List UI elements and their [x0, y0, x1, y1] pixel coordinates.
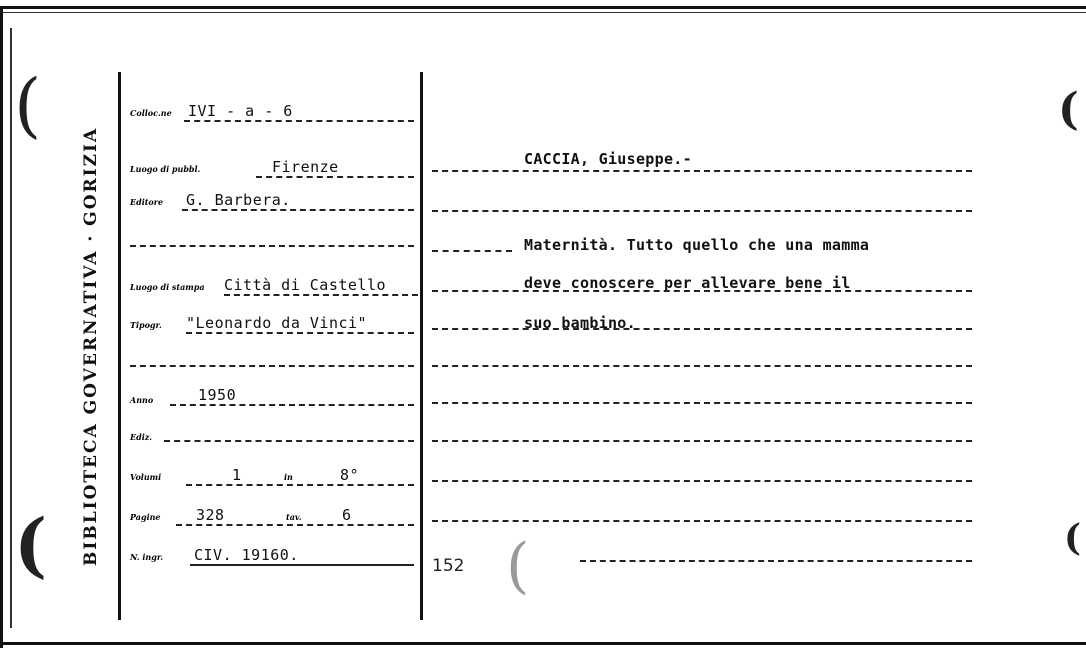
formato-label: in [284, 472, 293, 482]
tipografia-value: "Leonardo da Vinci" [186, 314, 368, 332]
library-stamp [77, 126, 107, 566]
blank-line-r6 [432, 520, 972, 522]
luogo-pubbl-label: Luogo di pubbl. [130, 164, 201, 174]
luogo-pubbl-line [256, 176, 414, 178]
luogo-stampa-value: Città di Castello [224, 276, 387, 294]
card-border-top-inner [0, 12, 1086, 13]
tipografia-label: Tipogr. [130, 320, 162, 330]
pagine-label: Pagine [130, 512, 161, 522]
author-line [432, 170, 972, 172]
title-line3-rule [432, 328, 972, 330]
punch-hole-top-right: ( [1058, 84, 1079, 135]
card-border-bottom [0, 642, 1086, 645]
card-border-top [0, 6, 1086, 9]
blank-line-r7 [580, 560, 972, 562]
ingresso-value: CIV. 19160. [194, 546, 299, 564]
entry-title-line1: Maternità. Tutto quello che una mamma [524, 236, 870, 254]
collocazione-line [184, 120, 414, 122]
blank-line-r2 [432, 365, 972, 367]
title-line2-rule [432, 290, 972, 292]
ingresso-label: N. ingr. [130, 552, 164, 562]
anno-label: Anno [130, 395, 154, 405]
punch-hole-bottom-left: ( [14, 503, 48, 586]
tavole-value: 6 [342, 506, 352, 524]
title-line1-rule [432, 250, 512, 252]
luogo-pubbl-value: Firenze [272, 158, 339, 176]
handwritten-number: 152 [432, 556, 465, 576]
punch-hole-top-left: ( [14, 64, 42, 146]
volumi-value: 1 [232, 466, 242, 484]
tavole-label: tav. [286, 512, 302, 522]
pencil-bracket-mark: ( [506, 531, 530, 601]
tipografia-line [186, 332, 414, 334]
middle-column-rule [420, 72, 423, 620]
card-border-left-inner [10, 28, 12, 628]
editore-value: G. Barbera. [186, 191, 291, 209]
blank-line-r4 [432, 440, 972, 442]
pagine-value: 328 [196, 506, 225, 524]
library-stamp-text: BIBLIOTECA GOVERNATIVA · GORIZIA [81, 126, 101, 566]
left-column-rule [118, 72, 121, 620]
pagine-line [176, 524, 414, 526]
edizione-label: Ediz. [130, 432, 153, 442]
blank-line-1 [130, 245, 414, 247]
formato-value: 8° [340, 466, 360, 484]
entry-title-line2: deve conoscere per allevare bene il [524, 274, 851, 292]
blank-line-r3 [432, 402, 972, 404]
punch-hole-bottom-right: ( [1064, 517, 1082, 559]
blank-line-r1 [432, 210, 972, 212]
editore-label: Editore [130, 197, 164, 207]
editore-line [182, 209, 414, 211]
blank-line-r5 [432, 480, 972, 482]
anno-value: 1950 [198, 386, 237, 404]
collocazione-label: Colloc.ne [130, 108, 172, 118]
volumi-line [186, 484, 414, 486]
entry-author: CACCIA, Giuseppe.- [524, 150, 692, 168]
collocazione-value: IVI - a - 6 [188, 102, 293, 120]
ingresso-line [190, 564, 414, 566]
anno-line [170, 404, 414, 406]
luogo-stampa-label: Luogo di stampa [130, 282, 205, 292]
luogo-stampa-line [224, 294, 418, 296]
edizione-line [164, 440, 414, 442]
entry-title-line3: suo bambino. [524, 314, 636, 332]
volumi-label: Volumi [130, 472, 162, 482]
card-border-left [0, 8, 3, 648]
blank-line-2 [130, 365, 414, 367]
